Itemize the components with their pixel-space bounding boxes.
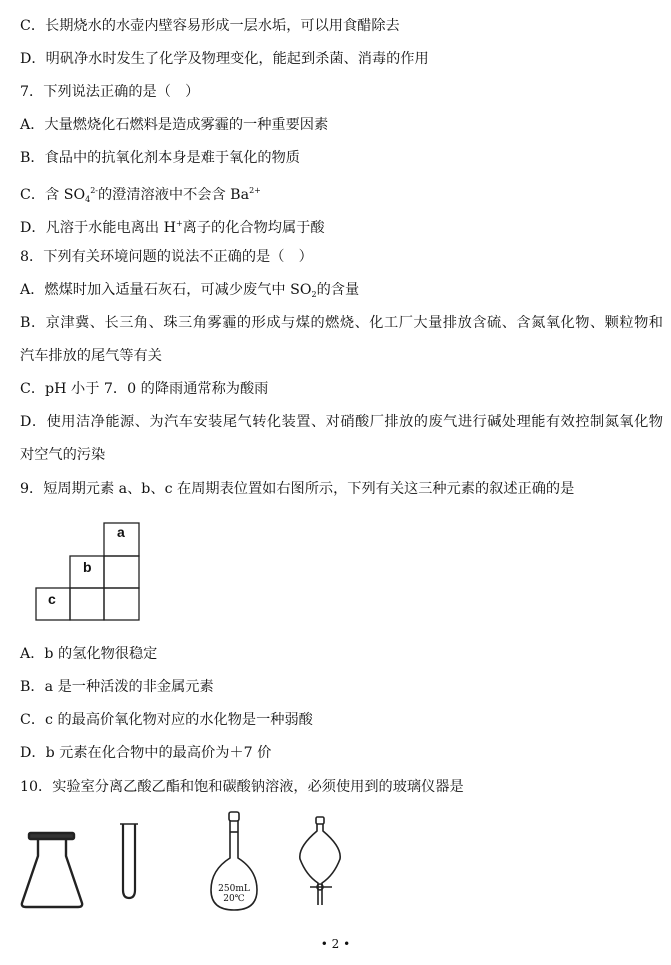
q9-option-b: B．a 是一种活泼的非金属元素 <box>20 679 214 695</box>
q6-option-d: D．明矾净水时发生了化学及物理变化，能起到杀菌、消毒的作用 <box>20 51 429 67</box>
q8-stem: 8．下列有关环境问题的说法不正确的是（ ） <box>20 249 313 265</box>
q6-option-c: C．长期烧水的水壶内壁容易形成一层水垢，可以用食醋除去 <box>20 18 400 34</box>
table-cell-c: c <box>48 591 56 607</box>
q9-stem: 9．短周期元素 a、b、c 在周期表位置如右图所示，下列有关这三种元素的叙述正确的是 <box>20 481 575 497</box>
flask-label-temp: 20℃ <box>223 894 245 904</box>
q7-stem: 7．下列说法正确的是（ ） <box>20 84 200 100</box>
q8-option-a: A．燃煤时加入适量石灰石，可减少废气中 $SO_2$的含量 <box>20 282 360 299</box>
flask-label-volume: 250mL <box>218 884 250 894</box>
q7-option-d: D．凡溶于水能电离出 H+离子的化合物均属于酸 <box>20 219 325 236</box>
q7-option-c: C．含 $SO_4^{2-}$的澄清溶液中不会含 $Ba^{2+}$ <box>20 186 261 204</box>
q9-option-c: C．c 的最高价氧化物对应的水化物是一种弱酸 <box>20 712 313 728</box>
q7-option-a: A．大量燃烧化石燃料是造成雾霾的一种重要因素 <box>20 117 329 133</box>
q8-option-d-line2: 对空气的污染 <box>20 447 106 463</box>
q8-option-d-line1: D．使用洁净能源、为汽车安装尾气转化装置、对硝酸厂排放的废气进行碱处理能有效控制氮氧化物 <box>20 414 663 430</box>
q9-option-a: A．b 的氢化物很稳定 <box>20 646 158 662</box>
q8-option-c: C．pH 小于 7．0 的降雨通常称为酸雨 <box>20 381 269 397</box>
q8-option-b-line2: 汽车排放的尾气等有关 <box>20 348 162 364</box>
table-cell-a: a <box>117 524 125 540</box>
separatory-funnel-icon <box>288 815 354 910</box>
flask-label <box>206 884 262 904</box>
q8-option-b-line1: B．京津冀、长三角、珠三角雾霾的形成与煤的燃烧、化工厂大量排放含硫、含氮氧化物、颗粒物和 <box>20 315 663 331</box>
table-cell-b: b <box>83 559 92 575</box>
erlenmeyer-flask-icon <box>18 830 88 910</box>
q7-option-b: B．食品中的抗氧化剂本身是难于氧化的物质 <box>20 150 300 166</box>
q9-option-d: D．b 元素在化合物中的最高价为＋7 价 <box>20 745 272 761</box>
q10-stem: 10．实验室分离乙酸乙酯和饱和碳酸钠溶液，必须使用到的玻璃仪器是 <box>20 779 464 795</box>
test-tube-icon <box>116 820 142 902</box>
page-number: • 2 • <box>320 937 351 951</box>
